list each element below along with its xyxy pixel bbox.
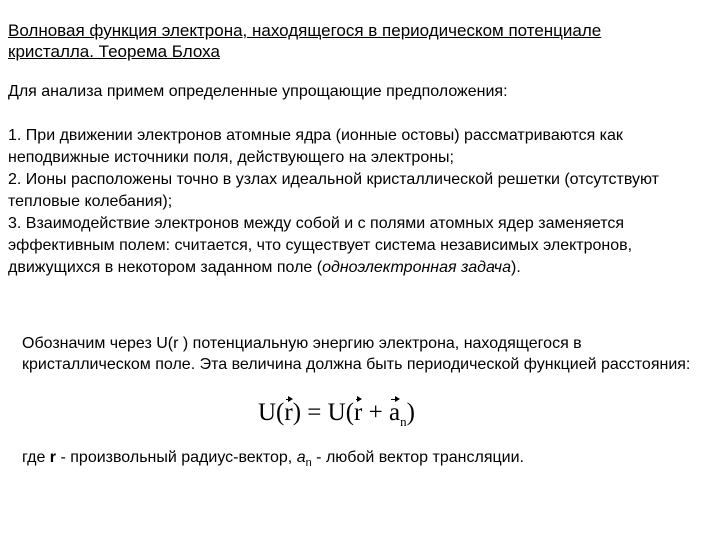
periodicity-formula [258, 396, 415, 439]
where-a-subscript: n [305, 457, 312, 469]
where-suffix: - любой вектор трансляции. [311, 449, 524, 466]
formula-lhs-func: U( [258, 399, 285, 426]
formula-rhs-vector-r: r [354, 396, 362, 430]
assumption-item-1: 1. При движении электронов атомные ядра (ионные остовы) рассматриваются как неподвижные источники поля, действующего на электроны; [8, 127, 623, 166]
formula-lhs-close: ) [292, 399, 302, 426]
assumption-item-3-italic: одноэлектронная задача [322, 259, 511, 276]
where-r-symbol: r [49, 449, 57, 466]
assumption-item-3 [8, 213, 698, 279]
formula-rhs-vector-a: a [389, 396, 400, 430]
assumption-item-3-end: ). [510, 259, 521, 276]
where-prefix: где [22, 449, 50, 466]
where-line [22, 447, 712, 474]
formula-equals: = [301, 399, 328, 426]
formula-rhs-close: ) [406, 399, 415, 426]
potential-paragraph-text: Обозначим через U(r ) потенциальную энергию электрона, находящегося в кристаллическом поле. Эта величина должна быть периодической функцией расстояния: [22, 335, 691, 373]
formula-lhs-vector: r [284, 396, 292, 430]
slide-title: Волновая функция электрона, находящегося в периодическом потенциале кристалла. Теорема Блоха [8, 21, 602, 61]
where-mid: - произвольный радиус-вектор, [56, 449, 297, 466]
assumption-item-3-main: 3. Взаимодействие электронов между собой и с полями атомных ядер заменяется эффективным полем: считается, что существует система независимых электронов, движущихся в некотором заданном поле ( [8, 215, 633, 276]
formula-plus: + [362, 399, 389, 426]
formula-rhs-func: U( [327, 399, 355, 426]
formula-rhs-subscript: n [400, 414, 407, 429]
assumption-item-2: 2. Ионы расположены точно в узлах идеальной кристаллической решетки (отсутствуют тепловые колебания); [8, 171, 659, 210]
assumptions-list [8, 125, 698, 279]
where-a-symbol: a [296, 449, 306, 466]
potential-paragraph [22, 333, 702, 375]
intro-text: Для анализа примем определенные упрощающие предположения: [8, 83, 508, 100]
